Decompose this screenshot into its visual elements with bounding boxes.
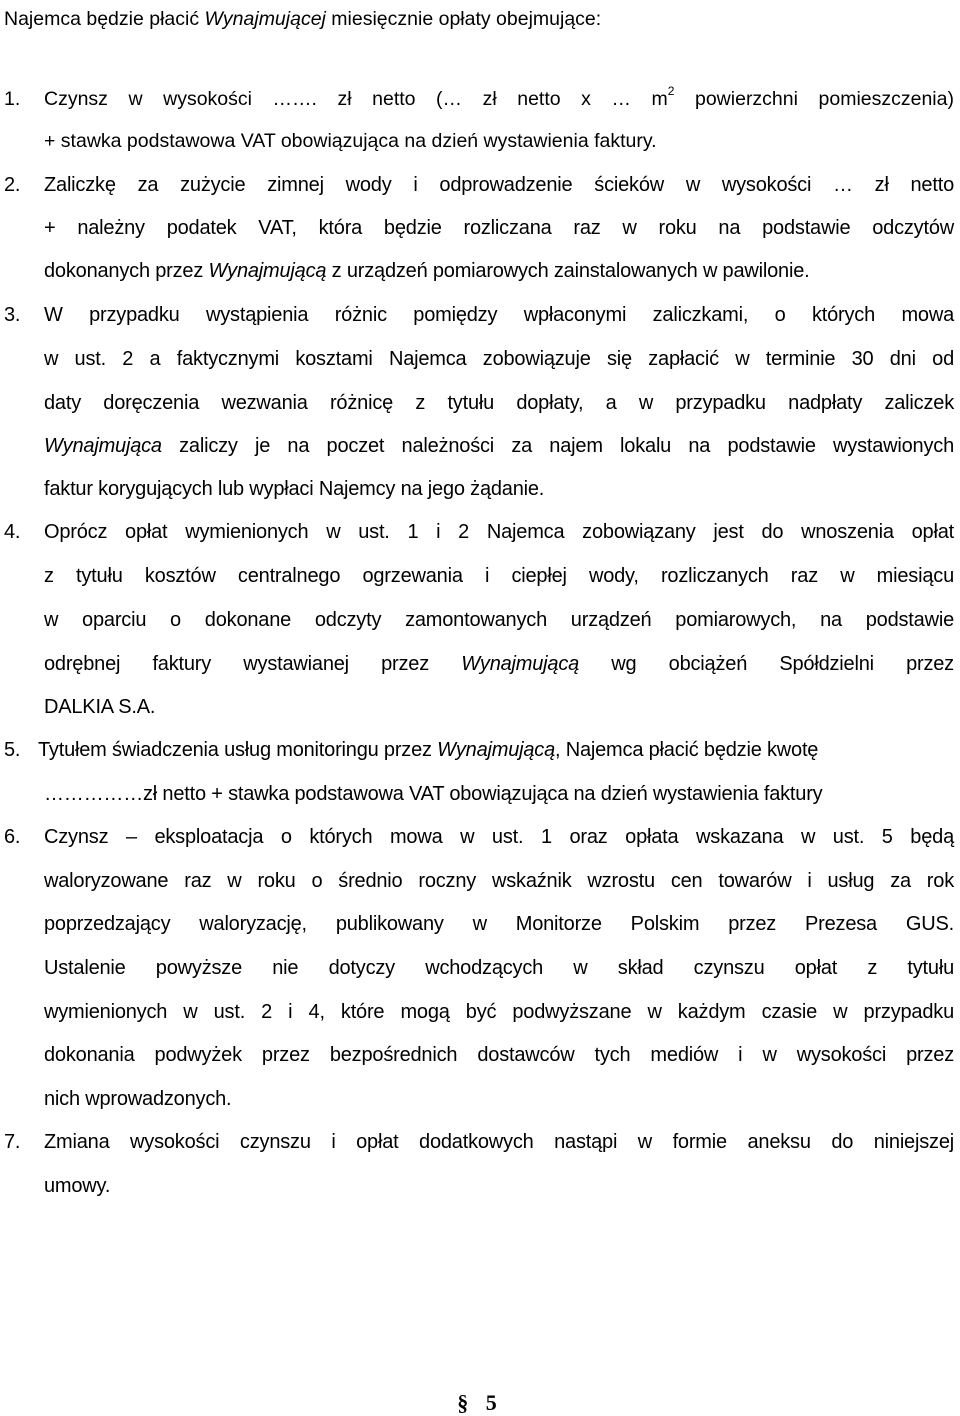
item-6-line-1: 6. Czynsz – eksploatacja o których mowa w ust. 1 oraz opłata wskazana w ust. 5 będą xyxy=(4,826,954,848)
item-2-line-1: 2. Zaliczkę za zużycie zimnej wody i odprowadzenie ścieków w wysokości … zł netto xyxy=(4,174,954,196)
intro-paragraph xyxy=(4,6,960,32)
item-7-line-2: umowy. xyxy=(44,1175,111,1197)
item-number: 4. xyxy=(4,521,21,543)
item-3-line-5: faktur korygujących lub wypłaci Najemcy na jego żądanie. xyxy=(44,478,545,500)
section-footer xyxy=(0,1390,960,1416)
item-number: 2. xyxy=(4,174,21,196)
italic-party: Wynajmująca xyxy=(44,435,162,457)
item-4-line-2: z tytułu kosztów centralnego ogrzewania i ciepłej wody, rozliczanych raz w miesiącu xyxy=(44,565,954,587)
item-2-line-3: dokonanych przez Wynajmującą z urządzeń pomiarowych zainstalowanych w pawilonie. xyxy=(44,260,810,282)
intro-italic-party: Wynajmującej xyxy=(204,8,326,30)
italic-party: Wynajmującą xyxy=(208,260,327,282)
item-6-line-7: nich wprowadzonych. xyxy=(44,1088,232,1110)
item-number: 3. xyxy=(4,304,21,326)
italic-party: Wynajmującą xyxy=(437,739,556,761)
item-number: 7. xyxy=(4,1131,21,1153)
item-number: 1. xyxy=(4,88,21,110)
item-1-line-1: 1. Czynsz w wysokości ……. zł netto (… zł netto x … $m^2$ powierzchni pomieszczenia) xyxy=(4,84,954,110)
item-4-line-3: w oparciu o dokonane odczyty zamontowanych urządzeń pomiarowych, na podstawie xyxy=(44,609,954,631)
item-number: 6. xyxy=(4,826,21,848)
section-mark: § 5 xyxy=(457,1390,503,1415)
item-4-line-5: DALKIA S.A. xyxy=(44,696,156,718)
item-4-line-1: 4. Oprócz opłat wymienionych w ust. 1 i 2 Najemca zobowiązany jest do wnoszenia opłat xyxy=(4,521,954,543)
item-number: 5. xyxy=(4,739,21,761)
superscript: 2 xyxy=(667,84,675,98)
item-7-line-1: 7. Zmiana wysokości czynszu i opłat dodatkowych nastąpi w formie aneksu do niniejszej xyxy=(4,1131,954,1153)
item-3-line-4: Wynajmująca zaliczy je na poczet należności za najem lokalu na podstawie wystawionych xyxy=(44,435,954,457)
item-4-line-4: odrębnej faktury wystawianej przez Wynajmującą wg obciążeń Spółdzielni przez xyxy=(44,653,954,675)
item-2-line-2: + należny podatek VAT, która będzie rozliczana raz w roku na podstawie odczytów xyxy=(44,217,954,239)
item-5-line-2: ……………zł netto + stawka podstawowa VAT obowiązująca na dzień wystawienia faktury xyxy=(44,783,823,805)
italic-party: Wynajmującą xyxy=(461,653,580,675)
item-6-line-4: Ustalenie powyższe nie dotyczy wchodzących w skład czynszu opłat z tytułu xyxy=(44,957,954,979)
item-6-line-2: waloryzowane raz w roku o średnio roczny wskaźnik wzrostu cen towarów i usług za rok xyxy=(44,870,954,892)
item-6-line-3: poprzedzający waloryzację, publikowany w Monitorze Polskim przez Prezesa GUS. xyxy=(44,913,954,935)
item-3-line-2: w ust. 2 a faktycznymi kosztami Najemca zobowiązuje się zapłacić w terminie 30 dni od xyxy=(44,348,954,370)
item-6-line-6: dokonania podwyżek przez bezpośrednich dostawców tych mediów i w wysokości przez xyxy=(44,1044,954,1066)
item-1-line-2: + stawka podstawowa VAT obowiązująca na dzień wystawienia faktury. xyxy=(44,130,657,152)
item-6-line-5: wymienionych w ust. 2 i 4, które mogą być podwyższane w każdym czasie w przypadku xyxy=(44,1001,954,1023)
intro-text-end: miesięcznie opłaty obejmujące: xyxy=(325,8,602,30)
intro-text: Najemca będzie płacić xyxy=(4,8,205,30)
item-3-line-3: daty doręczenia wezwania różnicę z tytułu dopłaty, a w przypadku nadpłaty zaliczek xyxy=(44,392,954,414)
item-3-line-1: 3. W przypadku wystąpienia różnic pomiędzy wpłaconymi zaliczkami, o których mowa xyxy=(4,304,954,326)
item-5-line-1: 5. Tytułem świadczenia usług monitoringu przez Wynajmującą, Najemca płacić będzie kwotę xyxy=(4,739,819,761)
